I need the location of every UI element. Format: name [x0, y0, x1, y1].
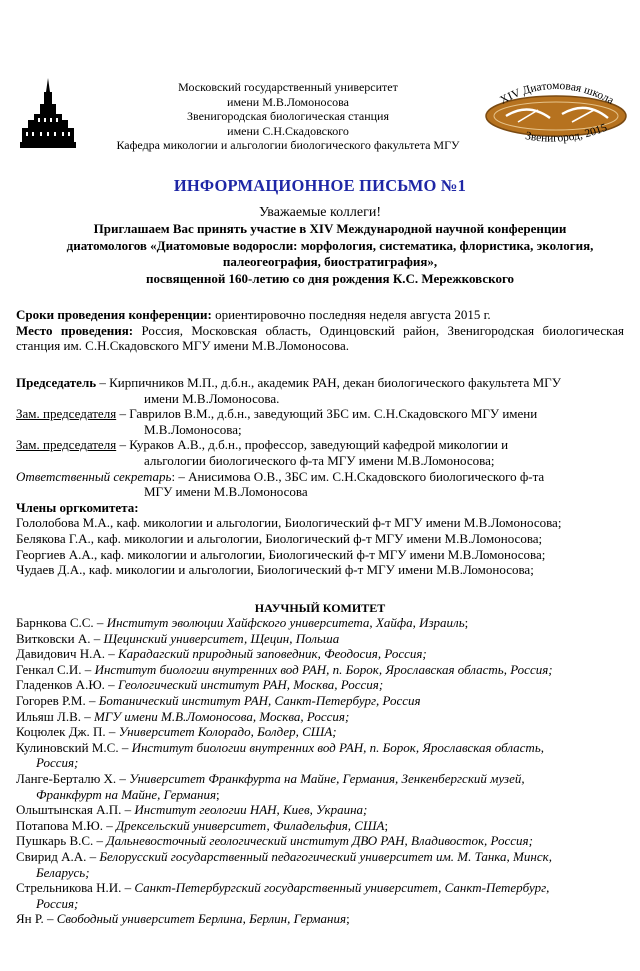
invitation-line-3: палеогеография, биостратиграфия», — [222, 254, 438, 270]
committee-entry — [16, 771, 624, 787]
entry-name: Ян Р. – — [16, 911, 57, 927]
entry-name: Стрельникова Н.И. – — [16, 880, 135, 896]
conference-place-label: Место проведения: — [16, 322, 134, 338]
member-item: Чудаев Д.А., каф. микологии и альгологии, Биологический ф-т МГУ имени М.В.Ломоносова; — [16, 562, 534, 578]
committee-entry — [16, 615, 624, 631]
chair-text-continued: имени М.В.Ломоносова. — [144, 390, 280, 406]
vice-chair-1-line — [16, 406, 624, 422]
entry-org-cont: Франкфурт на Майне, Германия — [36, 786, 217, 802]
chair-line — [16, 375, 624, 391]
committee-entry-continued: Россия; — [36, 755, 79, 771]
entry-org: Университет Франкфурта на Майне, Германия, Зенкенбергский музей, — [129, 770, 525, 786]
committee-entry — [16, 802, 624, 818]
entry-name: Гогорев Р.М. – — [16, 692, 99, 708]
conference-dates-label: Сроки проведения конференции: — [16, 307, 212, 322]
entry-end: ; — [384, 817, 389, 833]
entry-org: Университет Колорадо, Болдер, США; — [118, 724, 337, 740]
organization-header — [100, 80, 476, 153]
conference-info — [16, 307, 624, 354]
logo-text-bottom: Звенигород, 2015 — [524, 121, 609, 145]
vice-chair-2-label: Зам. председателя — [16, 437, 117, 453]
entry-end: ; — [216, 786, 220, 802]
chair-label: Председатель — [16, 375, 97, 390]
entry-org: Институт биологии внутренних вод РАН, п. Борок, Ярославская область, — [131, 739, 544, 755]
committee-entry — [16, 662, 624, 678]
entry-org: Ботанический институт РАН, Санкт-Петербург, Россия — [98, 692, 421, 708]
member-item: Белякова Г.А., каф. микологии и альгологии, Биологический ф-т МГУ имени М.В.Ломоносова; — [16, 530, 543, 546]
members-label: Члены оргкомитета — [16, 499, 135, 515]
committee-entry — [16, 880, 624, 896]
header-line-university: Московский государственный университет — [178, 80, 398, 94]
entry-name: Генкал С.И. – — [16, 661, 95, 677]
letter-title: ИНФОРМАЦИОННОЕ ПИСЬМО №1 — [173, 176, 467, 195]
invitation-line-1: Приглашаем Вас принять участие в XIV Международной научной конференции — [93, 221, 567, 236]
entry-org: Дрексельский университет, Филадельфия, США — [116, 817, 385, 833]
entry-org: Санкт-Петербургский государственный университет, Санкт-Петербург, — [134, 880, 550, 896]
diatom-school-logo — [478, 72, 634, 150]
committee-entry — [16, 693, 624, 709]
vice-chair-1-text: – Гаврилов В.М., д.б.н., заведующий ЗБС им. С.Н.Скадовского МГУ имени — [116, 406, 538, 422]
secretary-label: Ответственный секретарь — [16, 468, 172, 484]
committee-entry — [16, 911, 624, 927]
entry-name: Ильяш Л.В. – — [16, 708, 95, 724]
committee-entry-continued: Беларусь; — [36, 864, 90, 880]
entry-name: Кулиновский М.С. – — [16, 739, 132, 755]
chair-text: – Кирпичников М.П., д.б.н., академик РАН, декан биологического факультета МГУ — [96, 375, 561, 390]
header-line-station-named: имени С.Н.Скадовского — [227, 123, 349, 138]
msu-building-logo — [20, 76, 76, 150]
entry-org: Щецинский университет, Щецин, Польша — [103, 630, 340, 646]
entry-name: Пушкарь В.С. – — [16, 833, 107, 849]
entry-org: Карадагский природный заповедник, Феодосия, Россия; — [118, 646, 427, 662]
entry-org: Белорусский государственный педагогический университет им. М. Танка, Минск, — [99, 848, 552, 864]
secretary-line — [16, 469, 624, 485]
organizing-committee — [16, 375, 624, 578]
conference-dates — [16, 307, 624, 323]
committee-entry — [16, 740, 624, 756]
entry-org: Геологический институт РАН, Москва, Россия; — [117, 677, 384, 693]
committee-entry — [16, 818, 624, 834]
conference-dates-value: ориентировочно последняя неделя августа 2015 г. — [211, 307, 491, 322]
vice-chair-2-text: – Кураков А.В., д.б.н., профессор, заведующий кафедрой микологии и — [116, 437, 509, 453]
vice-chair-1-label: Зам. председателя — [16, 406, 117, 422]
entry-name: Потапова М.Ю. – — [16, 817, 117, 833]
header-line-station: Звенигородская биологическая станция — [187, 109, 389, 124]
member-item: Георгиев А.А., каф. микологии и альгологии, Биологический ф-т МГУ имени М.В.Ломоносова; — [16, 546, 546, 562]
committee-entry — [16, 631, 624, 647]
entry-end: ; — [346, 911, 350, 927]
greeting: Уважаемые коллеги! — [258, 205, 382, 220]
secretary-continued: МГУ имени М.В.Ломоносова — [144, 484, 308, 500]
vice-chair-2-continued: альгологии биологического ф-та МГУ имени М.В.Ломоносова; — [144, 452, 495, 468]
conference-place-value: Россия, Московская область, Одинцовский район, Звенигородская биологическая станция им. С.Н.Скадовского МГУ имени М.В.Ломоносова. — [16, 322, 624, 354]
entry-end: ; — [464, 615, 469, 630]
committee-entry — [16, 833, 624, 849]
conference-place — [16, 323, 624, 354]
secretary-text: : – Анисимова О.В., ЗБС им. С.Н.Скадовского биологического ф-та — [171, 468, 545, 484]
invitation-line-4: посвященной 160-летию со дня рождения К.С. Мережковского — [145, 270, 515, 286]
entry-name: Гладенков А.Ю. – — [16, 677, 118, 693]
committee-entry — [16, 677, 624, 693]
entry-org: Свободный университет Берлина, Берлин, Германия — [56, 911, 347, 927]
invitation-line-2: диатомологов «Диатомовые водоросли: морфология, систематика, флористика, экология, — [66, 237, 594, 253]
members-heading — [16, 500, 624, 516]
scientific-committee-list — [16, 615, 624, 927]
committee-entry-continued: Россия; — [36, 895, 79, 911]
entry-org: Институт биологии внутренних вод РАН, п. Борок, Ярославская область, Россия; — [94, 661, 553, 677]
entry-org: МГУ имени М.В.Ломоносова, Москва, Россия; — [94, 708, 350, 724]
entry-name: Коцюлек Дж. П. – — [16, 724, 119, 740]
entry-org: Институт геологии НАН, Киев, Украина; — [134, 802, 368, 818]
member-item: Гололобова М.А., каф. микологии и альгологии, Биологический ф-т МГУ имени М.В.Ломоносова; — [16, 515, 562, 531]
committee-entry — [16, 709, 624, 725]
entry-org: Институт эволюции Хайфского университета, Хайфа, Израиль — [106, 615, 465, 630]
header-line-department: Кафедра микологии и альгологии биологического факультета МГУ — [116, 138, 460, 153]
members-colon: : — [134, 499, 139, 515]
entry-name: Ольштынская А.П. – — [16, 802, 135, 818]
vice-chair-1-continued: М.В.Ломоносова; — [144, 421, 242, 437]
entry-name: Барнкова С.С. – — [16, 615, 107, 630]
committee-entry — [16, 646, 624, 662]
entry-name: Давидович Н.А. – — [16, 646, 119, 662]
entry-name: Витковски А. – — [16, 630, 104, 646]
invitation-block — [30, 221, 630, 287]
entry-name: Свирид А.А. – — [16, 848, 100, 864]
vice-chair-2-line — [16, 437, 624, 453]
committee-entry — [16, 724, 624, 740]
entry-org: Дальневосточный геологический институт ДВО РАН, Владивосток, Россия; — [106, 833, 533, 849]
scientific-committee-title: НАУЧНЫЙ КОМИТЕТ — [254, 601, 386, 615]
entry-name: Ланге-Берталю Х. – — [16, 770, 130, 786]
committee-entry — [16, 849, 624, 865]
logo-text-top: XIV Диатомовая школа — [498, 79, 616, 107]
committee-entry-continued — [16, 787, 624, 803]
header-line-named: имени М.В.Ломоносова — [227, 94, 349, 109]
